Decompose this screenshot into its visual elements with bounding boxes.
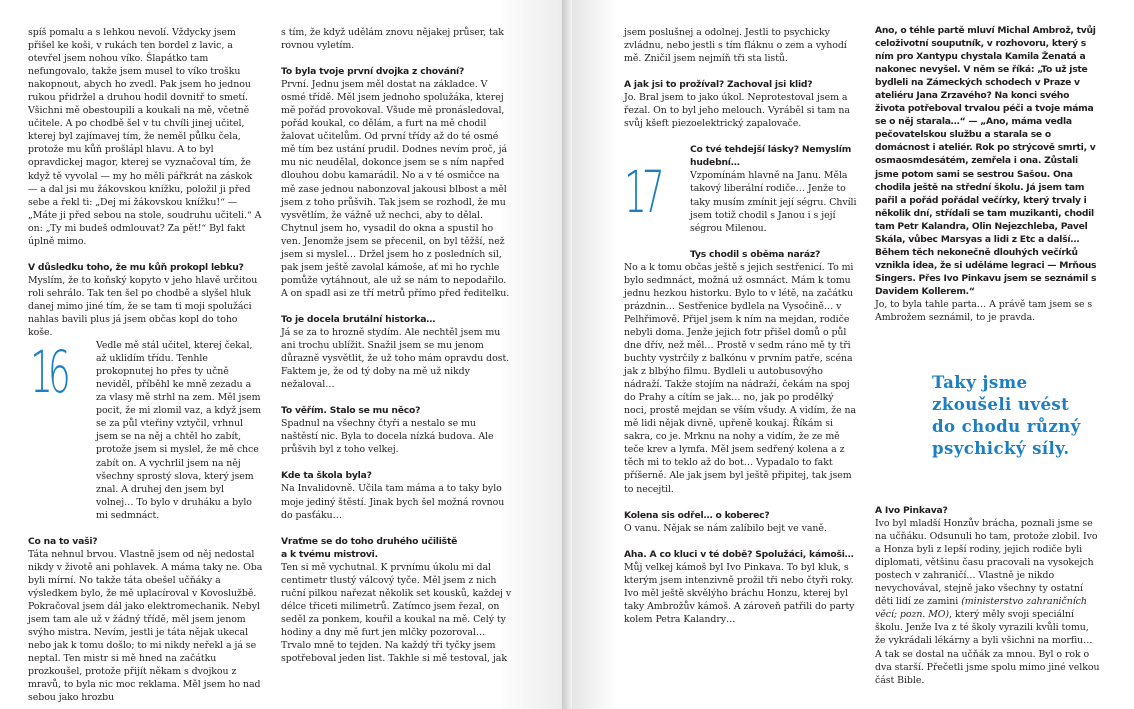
question: To věřím. Stalo se mu něco? bbox=[281, 405, 421, 417]
left-column-2 bbox=[281, 26, 513, 665]
section-number: 16 bbox=[30, 338, 66, 407]
paragraph: s tím, že když udělám znovu nějakej průser, tak rovnou vyletím. bbox=[281, 27, 504, 52]
question: A jak jsi to prožíval? Zachoval jsi klid? bbox=[624, 79, 813, 91]
paragraph: Vzpomínám hlavně na Janu. Měla takový liberální rodiče… Jenže to taky musím zmínit její ségru. Chvíli jsem totiž chodil s Janou i s její ségrou Milenou. bbox=[690, 170, 857, 234]
paragraph: Myslím, že to koňský kopyto v jeho hlavě určitou roli sehrálo. Tak ten šel po chodbě a slyšel hluk danej mimo jiné tím, že se tam ti moji spolužáci nahlas bavili plus já jsem občas kopl do toho koše. bbox=[28, 274, 258, 339]
intro-quote: Ano, o téhle partě mluví Michal Ambrož, tvůj celoživotní souputník, v rozhovoru, který s ním pro Xantypu chystala Kamila Ženatá a nakonec nevyšel. V něm se říká: „To už jste bydleli na Zámeckých schodech v Praze v ateliéru Jana Zrzavého? Na konci svého života potřeboval trvalou péči a tvoje máma se o něj starala…“ — „Ano, máma vedla pečovatelskou službu a starala se o domácnost i ateliér. Rok po strýcově smrti, v osmaosmdesátém, zemřela i ona. Zůstali jsme potom sami se sestrou Sašou. Ona chodila ještě na střední školu. Já jsem tam pařil a pořád pořádal večírky, který trvaly i několik dní, střídali se tam muzikanti, chodil tam Petr Kalandra, Olin Nejezchleba, Pavel Skála, vůbec Marsyas a lidi z Etc a další… Během těch nekonečně dlouhých večírků vznikla idea, že si uděláme legraci — Mrňous Singers. Přes Ivo Pinkavu jsem se seznámil s Davidem Kollerem.“ bbox=[875, 25, 1097, 297]
paragraph bbox=[875, 517, 1101, 687]
question: Co na to vaši? bbox=[28, 535, 98, 547]
editor-note: (ministerstvo zahraničních věcí; pozn. MO) bbox=[875, 596, 1087, 621]
paragraph: Na Invalidovně. Učila tam máma a to taky bylo moje jediný štěstí. Jinak bych šel možná rovnou do pasťáku… bbox=[281, 483, 505, 521]
paragraph-text: , který měly svoji speciální školu. Jenže Iva z té školy vyrazili kvůli tomu, že vykrádali lékárny a byli všichni na morfiu… A tak se dostal na učňák za mnou. Byl o rok o dva starší. Přečetli jsme spolu mimo jiné velkou část Bible. bbox=[875, 609, 1100, 686]
pull-quote-line: Taky jsme bbox=[932, 372, 1028, 392]
right-column-2 bbox=[875, 24, 1101, 324]
paragraph: Spadnul na všechny čtyři a nestalo se mu naštěstí nic. Byla to docela nízká budova. Ale průšvih byl z toho velkej. bbox=[281, 418, 494, 456]
paragraph: Ten si mě vychutnal. K prvnímu úkolu mi dal centimetr tlustý válcový tyče. Měl jsem z nich ruční pilkou nařezat několik set kousků, každej v délce třiceti milimetrů. Zatímco jsem řezal, on seděl za ponkem, kouřil a koukal na mě. Celý ty hodiny a dny mě furt jen mlčky pozoroval… Trvalo mně to tejden. Na každý tři tyčky jsem spotřeboval jeden list. Takhle si mě testoval, jak bbox=[281, 561, 512, 665]
pull-quote-line: zkoušeli uvést bbox=[932, 394, 1070, 414]
paragraph: Jo. Bral jsem to jako úkol. Neprotestoval jsem a řezal. On to byl jeho melouch. Vyráběl si tam na svůj kšeft piezoelektrický zapalovače. bbox=[624, 92, 850, 130]
pull-quote bbox=[932, 371, 1128, 459]
paragraph: Táta nehnul brvou. Vlastně jsem od něj nedostal nikdy v životě ani pohlavek. A máma taky ne. Oba byli mírní. No takže táta obešel učňáky a výsledkem bylo, že mě uplacíroval v Kovoslužbě. Pokračoval jsem dál jako elektromechanik. Nebyl jsem tam ale už v žádný třídě, měl jsem jenom svýho mistra. Nevím, jestli je táta nějak ukecal nebo jak k tomu došlo; to mi nikdy neřekl a já se neptal. Ten mistr si mě hned na začátku prozkoušel, protože přijít někam s dvojkou z mravů, to byla nic moc reklama. Měl jsem ho nad sebou jako hrozbu bbox=[28, 548, 263, 704]
question: Aha. A co kluci v té době? Spolužáci, kámoši… bbox=[624, 548, 854, 560]
pull-quote-line: psychický síly. bbox=[932, 438, 1070, 458]
right-page bbox=[572, 0, 1134, 709]
question: Kolena sis odřel… o koberec? bbox=[624, 509, 770, 521]
page-gutter bbox=[562, 0, 572, 709]
question: Kde ta škola byla? bbox=[281, 470, 372, 482]
paragraph: První. Jednu jsem měl dostat na základce. V osmé třídě. Měl jsem jednoho spolužáka, kterej mě pořád provokoval. Všude mě pronásledoval, pořád koukal, co dělám, a furt na mě chodil žalovat učitelům. Od první třídy až do té osmé mě tím bez ustání prudil. Dodnes nevím proč, já mu nic neudělal, dokonce jsem se s ním napřed dlouhou dobu kamarádil. No a v té osmičce na mě zase jednou nabonzoval jakousi blbost a měl jsem z toho průšvih. Tak jsem se rozhodl, že mu vysvětlím, že vážně už nechci, aby to dělal. Chytnul jsem ho, vysadil do okna a spustil ho ven. Jenomže jsem se přecenil, on byl těžší, než jsem si myslel… Držel jsem ho z posledních sil, pak jsem ještě zavolal kámoše, ať mi ho rychle pomůže vytáhnout, ale už se nám to nepodařilo. A on spadl asi ze tří metrů přímo před ředitelku. bbox=[281, 79, 510, 299]
paragraph: Jo, to byla tahle parta… A právě tam jsem se s Ambrožem seznámil, to je pravda. bbox=[875, 298, 1093, 324]
left-page bbox=[0, 0, 562, 709]
question: Co tvé tehdejší lásky? Nemyslím hudební… bbox=[690, 144, 852, 169]
question: V důsledku toho, že mu kůň prokopl lebku? bbox=[28, 261, 244, 273]
left-column-1 bbox=[28, 26, 264, 704]
paragraph-text: Ivo byl mladší Honzův brácha, poznali jsme se na učňáku. Odsunuli ho tam, protože zlobil. Ivo a Honza byli z lepší rodiny, jejich rodiče byli diplomati, většinu času pracovali na vysokejch postech v zahraničí… Vlastně je nikdo nevychovával, stejně jako všechny ty ostatní děti lidí ze zamini bbox=[875, 518, 1098, 608]
question: a k tvému mistrovi. bbox=[281, 548, 378, 560]
question: A Ivo Pinkava? bbox=[875, 505, 948, 516]
paragraph: jsem poslušnej a odolnej. Jestli to psychicky zvládnu, nebo jestli s tím fláknu o zem a vyhodí mě. Zničil jsem nejmíň tři sta listů. bbox=[624, 27, 847, 65]
question: To je docela brutální historka… bbox=[281, 313, 436, 325]
pull-quote-line: do chodu různý bbox=[932, 416, 1081, 436]
paragraph: Já se za to hrozně stydím. Ale nechtěl jsem mu ani trochu ublížit. Snažil jsem se mu jenom důrazně vysvětlit, že už toho mám opravdu dost. Faktem je, že od tý doby na mě už nikdy nežaloval… bbox=[281, 326, 510, 391]
right-column-1 bbox=[624, 26, 858, 626]
question: Vraťme se do toho druhého učiliště bbox=[281, 535, 458, 547]
section-number: 17 bbox=[624, 158, 660, 227]
right-column-2-lower bbox=[875, 504, 1101, 687]
question: To byla tvoje první dvojka z chování? bbox=[281, 66, 465, 78]
paragraph: No a k tomu občas ještě s jejich sestřenicí. To mi bylo sedmnáct, možná už osmnáct. Mám k tomu jednu hezkou historku. Bylo to v létě, na začátku prázdnin… Sestřenice bydlela na Vysočině… v Pelhřimově. Přijel jsem k ním na mejdan, rodiče nebyli doma. Jenže jejich fotr přišel domů o půl dne dřív, než měl… Prostě v sedm ráno mě ty tři buchty vystrčily z balkónu v prvním patře, scéna jak z blbýho filmu. Bydleli u autobusovýho nádraží. Takže stojím na nádraží, čekám na spoj do Prahy a cítím se jak… no, jak po prodělký noci, prostě mejdan se vším všudy. A vidím, že na mě lidi nějak divně, upřeně koukaj. Říkám si sakra, co je. Mrknu na nohy a vidím, že ze mě teče krev a lymfa. Měl jsem sedřený kolena a z těch mi to teklo až do bot… Vypadalo to fakt příšerně. Ale jak jsem byl ještě připitej, tak jsem to necejtil. bbox=[624, 261, 857, 495]
question: Tys chodil s oběma naráz? bbox=[690, 248, 821, 260]
paragraph: spíš pomalu a s lehkou nevolí. Vždycky jsem přišel ke koši, v rukách ten bordel z lavic, a otevřel jsem nohou víko. Šlapátko tam nefungovalo, takže jsem musel to víko trošku nakopnout, abych ho zvedl. Pak jsem ho jednou rukou přidržel a druhou hodil dovnitř to smetí. Všichni mě obestoupili a koukali na mě, včetně učitele. A po chodbě šel v tu chvíli jinej učitel, kterej byl zajímavej tím, že neměl půlku čela, protože mu kůň prošlápl hlavu. A to byl opravdickej magor, kterej se vyznačoval tím, že když tě vyvolal — my ho měli pářkrát na záskok — a dal jsi mu žákovskou knížku, položil ji před sebe a řekl ti: „Dej mi žákovskou knížku!“ — „Máte ji před sebou na stole, soudruhu učiteli.“ A on: „Ty mi budeš odmlouvat? Za pět!“ Byl fakt úplně mimo. bbox=[28, 27, 262, 247]
paragraph: Můj velkej kámoš byl Ivo Pinkava. To byl kluk, s kterým jsem intenzivně prožil tři nebo čtyři roky. Ivo měl ještě skvělýho bráchu Honzu, kterej byl taky Ambrožův kámoš. A zároveň patřili do party kolem Petra Kalandry… bbox=[624, 561, 855, 625]
paragraph-text: Vedle mě stál učitel, kterej čekal, až uklidím třídu. Tenhle prokopnutej ho přes ty učně neviděl, příběhl ke mně zezadu a za vlasy mě strhl na zem. Měl jsem pocit, že mi zlomil vaz, a když jsem se za půl vteřiny vztyčil, vrhnul jsem se na něj a chtěl ho zabít, protože jsem si myslel, že mě chce zabít on. A vychrlil jsem na něj všechny sprostý slova, který jsem znal. A druhej den jsem byl volnej… To bylo v druháku a bylo mi sedmnáct. bbox=[96, 340, 262, 521]
paragraph: O vanu. Nějak se nám zalíbilo bejt ve vaně. bbox=[624, 522, 827, 534]
